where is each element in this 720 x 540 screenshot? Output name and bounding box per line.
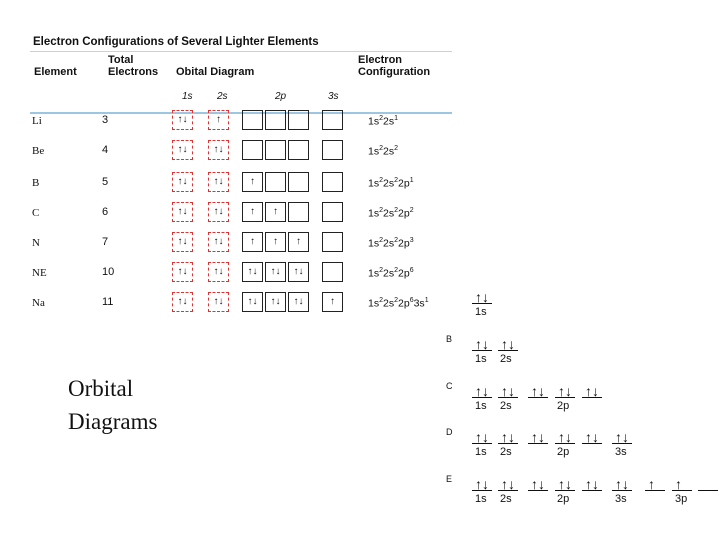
orbital-box — [322, 202, 343, 222]
element-symbol: Li — [32, 115, 42, 127]
orbital-box: ↑ — [265, 232, 286, 252]
config-exponent: 2 — [379, 267, 383, 274]
config-subshell: 2s — [383, 237, 395, 250]
orbital-line — [528, 476, 548, 492]
orbital-box: ↑↓ — [208, 140, 229, 160]
config-exponent: 2 — [379, 237, 383, 244]
orbital-box — [322, 110, 343, 130]
orbital-box: ↑↓ — [172, 140, 193, 160]
electron-arrows: ↑↓ — [501, 336, 515, 352]
electron-arrows: ↑↓ — [558, 429, 572, 445]
electron-configuration — [368, 115, 398, 128]
table-row — [30, 172, 452, 194]
config-subshell: 2p — [398, 297, 410, 310]
subshell-label: 2p — [557, 400, 570, 412]
config-exponent: 6 — [409, 267, 414, 274]
orbital-box — [322, 172, 343, 192]
orbital-box — [322, 262, 343, 282]
orbital-line — [472, 383, 492, 399]
electron-arrows: ↑↓ — [501, 429, 515, 445]
config-exponent: 1 — [424, 297, 429, 304]
subshell-2s: 2s — [217, 91, 228, 102]
subshell-3s: 3s — [328, 91, 339, 102]
config-subshell: 2p — [398, 177, 410, 190]
config-subshell: 1s — [368, 177, 380, 190]
electron-arrows: ↑↓ — [585, 476, 599, 492]
orbital-box: ↑↓ — [265, 262, 286, 282]
orbital-line — [472, 429, 492, 445]
subshell-label: 1s — [475, 306, 487, 318]
orbital-line — [612, 429, 632, 445]
element-symbol: Na — [32, 297, 45, 309]
orbital-line — [555, 476, 575, 492]
config-exponent: 2 — [394, 237, 398, 244]
orbital-box: ↑↓ — [208, 262, 229, 282]
config-subshell: 2p — [398, 207, 410, 220]
config-exponent: 3 — [409, 237, 414, 244]
table-row — [30, 140, 452, 162]
electron-count: 6 — [102, 206, 109, 218]
orbital-line — [472, 476, 492, 492]
slide-title-line1: Orbital — [68, 376, 134, 401]
configuration-table — [30, 32, 452, 317]
electron-count: 7 — [102, 236, 109, 248]
config-subshell: 1s — [368, 267, 380, 280]
orbital-line — [498, 383, 518, 399]
subshell-1s: 1s — [182, 91, 193, 102]
slide-title-line2: Diagrams — [68, 409, 158, 434]
config-subshell: 2s — [383, 177, 395, 190]
config-exponent: 2 — [409, 207, 414, 214]
orbital-box — [288, 140, 309, 160]
subshell-label: 1s — [475, 446, 487, 458]
electron-arrows: ↑↓ — [531, 383, 545, 399]
config-subshell: 2s — [383, 145, 395, 158]
orbital-line — [698, 490, 718, 491]
orbital-box: ↑↓ — [208, 292, 229, 312]
orbital-line — [498, 336, 518, 352]
orbital-diagrams — [440, 270, 720, 540]
orbital-line — [472, 289, 492, 305]
electron-count: 10 — [102, 266, 115, 278]
subshell-label: 2s — [500, 353, 512, 365]
header-rule — [30, 51, 452, 52]
orbital-line — [582, 429, 602, 445]
orbital-box: ↑↓ — [208, 172, 229, 192]
subshell-label: 2s — [500, 400, 512, 412]
electron-arrows: ↑↓ — [531, 429, 545, 445]
orbital-box — [288, 172, 309, 192]
electron-arrows: ↑↓ — [558, 476, 572, 492]
orbital-box — [265, 110, 286, 130]
orbital-box: ↑ — [265, 202, 286, 222]
orbital-box — [288, 202, 309, 222]
electron-arrows: ↑ — [648, 476, 655, 492]
electron-arrows: ↑↓ — [531, 476, 545, 492]
orbital-line — [582, 476, 602, 492]
header-orbital: Obital Diagram — [176, 66, 255, 78]
orbital-box: ↑↓ — [208, 232, 229, 252]
orbital-box: ↑↓ — [288, 292, 309, 312]
table-row — [30, 110, 452, 132]
subshell-label: 1s — [475, 353, 487, 365]
electron-arrows: ↑↓ — [558, 383, 572, 399]
subshell-2p: 2p — [275, 91, 287, 102]
electron-configuration — [368, 297, 429, 310]
config-subshell: 2s — [383, 297, 395, 310]
config-exponent: 2 — [394, 297, 398, 304]
orbital-box: ↑↓ — [242, 292, 263, 312]
subshell-label: 2p — [557, 493, 570, 505]
config-exponent: 2 — [394, 177, 398, 184]
element-symbol: B — [32, 177, 40, 189]
config-subshell: 1s — [368, 297, 380, 310]
electron-arrows: ↑↓ — [475, 383, 489, 399]
orbital-box — [322, 232, 343, 252]
orbital-line — [498, 476, 518, 492]
subshell-label: 3s — [615, 493, 627, 505]
orbital-line — [498, 429, 518, 445]
subshell-label: 1s — [475, 493, 487, 505]
subshell-label: 1s — [475, 400, 487, 412]
electron-arrows: ↑↓ — [475, 429, 489, 445]
orbital-box: ↑ — [242, 232, 263, 252]
config-exponent: 1 — [409, 177, 414, 184]
orbital-box — [288, 110, 309, 130]
orbital-line — [672, 476, 692, 492]
config-exponent: 2 — [379, 115, 383, 122]
orbital-box: ↑↓ — [242, 262, 263, 282]
table-row — [30, 262, 452, 284]
electron-configuration — [368, 177, 414, 190]
orbital-line — [555, 429, 575, 445]
config-subshell: 2s — [383, 267, 395, 280]
subshell-label: 2s — [500, 446, 512, 458]
orbital-line — [472, 336, 492, 352]
electron-arrows: ↑↓ — [475, 289, 489, 305]
orbital-box: ↑↓ — [208, 202, 229, 222]
orbital-box: ↑ — [242, 202, 263, 222]
config-subshell: 2s — [383, 207, 395, 220]
electron-configuration — [368, 237, 414, 250]
config-exponent: 6 — [409, 297, 414, 304]
subshell-label: 2s — [500, 493, 512, 505]
config-subshell: 2p — [398, 237, 410, 250]
orbital-box — [265, 140, 286, 160]
config-subshell: 2p — [398, 267, 410, 280]
orbital-box — [242, 110, 263, 130]
config-exponent: 2 — [394, 207, 398, 214]
config-subshell: 3s — [413, 297, 425, 310]
subshell-label: 2p — [557, 446, 570, 458]
electron-arrows: ↑↓ — [615, 429, 629, 445]
electron-count: 4 — [102, 144, 109, 156]
header-config-line2: Configuration — [358, 66, 431, 78]
orbital-box: ↑↓ — [265, 292, 286, 312]
electron-arrows: ↑↓ — [585, 383, 599, 399]
table-row — [30, 202, 452, 224]
table-row — [30, 292, 452, 314]
orbital-line — [645, 476, 665, 492]
subshell-label: 3s — [615, 446, 627, 458]
orbital-line — [612, 476, 632, 492]
config-subshell: 1s — [368, 115, 380, 128]
header-total-line1: Total — [108, 54, 134, 66]
element-symbol: C — [32, 207, 40, 219]
orbital-line — [582, 383, 602, 399]
config-exponent: 2 — [379, 297, 383, 304]
electron-arrows: ↑↓ — [615, 476, 629, 492]
orbital-box: ↑↓ — [172, 232, 193, 252]
orbital-box: ↑↓ — [172, 262, 193, 282]
electron-configuration — [368, 207, 414, 220]
header-config-line1: Electron — [358, 54, 403, 66]
electron-count: 11 — [102, 296, 114, 308]
orbital-box: ↑ — [242, 172, 263, 192]
subshell-label: 3p — [675, 493, 688, 505]
config-exponent: 2 — [394, 267, 398, 274]
electron-configuration — [368, 145, 398, 158]
orbital-box: ↑ — [288, 232, 309, 252]
electron-count: 5 — [102, 176, 109, 188]
electron-arrows: ↑↓ — [475, 476, 489, 492]
electron-arrows: ↑↓ — [501, 476, 515, 492]
config-subshell: 1s — [368, 207, 380, 220]
orbital-box: ↑↓ — [172, 172, 193, 192]
config-exponent: 2 — [379, 177, 383, 184]
electron-count: 3 — [102, 114, 109, 126]
orbital-box: ↑↓ — [172, 292, 193, 312]
config-subshell: 1s — [368, 237, 380, 250]
config-exponent: 2 — [379, 145, 383, 152]
electron-arrows: ↑↓ — [585, 429, 599, 445]
orbital-line — [528, 429, 548, 445]
electron-arrows: ↑ — [675, 476, 682, 492]
orbital-box: ↑ — [322, 292, 343, 312]
diagram-row — [440, 474, 720, 530]
orbital-box: ↑↓ — [172, 202, 193, 222]
diagram-label: D — [446, 427, 453, 437]
orbital-box — [265, 172, 286, 192]
electron-arrows: ↑↓ — [475, 336, 489, 352]
config-exponent: 2 — [394, 145, 398, 152]
electron-configuration — [368, 267, 414, 280]
orbital-box — [322, 140, 343, 160]
diagram-label: E — [446, 474, 453, 484]
config-exponent: 1 — [394, 115, 398, 122]
table-title: Electron Configurations of Several Lighter Elements — [33, 36, 319, 48]
element-symbol: Be — [32, 145, 45, 157]
element-symbol: N — [32, 237, 40, 249]
orbital-box: ↑↓ — [172, 110, 193, 130]
element-symbol: NE — [32, 267, 47, 279]
electron-arrows: ↑↓ — [501, 383, 515, 399]
table-row — [30, 232, 452, 254]
slide-title — [68, 372, 157, 438]
orbital-line — [555, 383, 575, 399]
diagram-label: C — [446, 381, 453, 391]
config-exponent: 2 — [379, 207, 383, 214]
config-subshell: 2s — [383, 115, 395, 128]
header-total-line2: Electrons — [108, 66, 159, 78]
orbital-line — [528, 383, 548, 399]
diagram-label: B — [446, 334, 453, 344]
header-element: Element — [34, 66, 77, 78]
config-subshell: 1s — [368, 145, 380, 158]
orbital-box: ↑↓ — [288, 262, 309, 282]
orbital-box: ↑ — [208, 110, 229, 130]
orbital-box — [242, 140, 263, 160]
